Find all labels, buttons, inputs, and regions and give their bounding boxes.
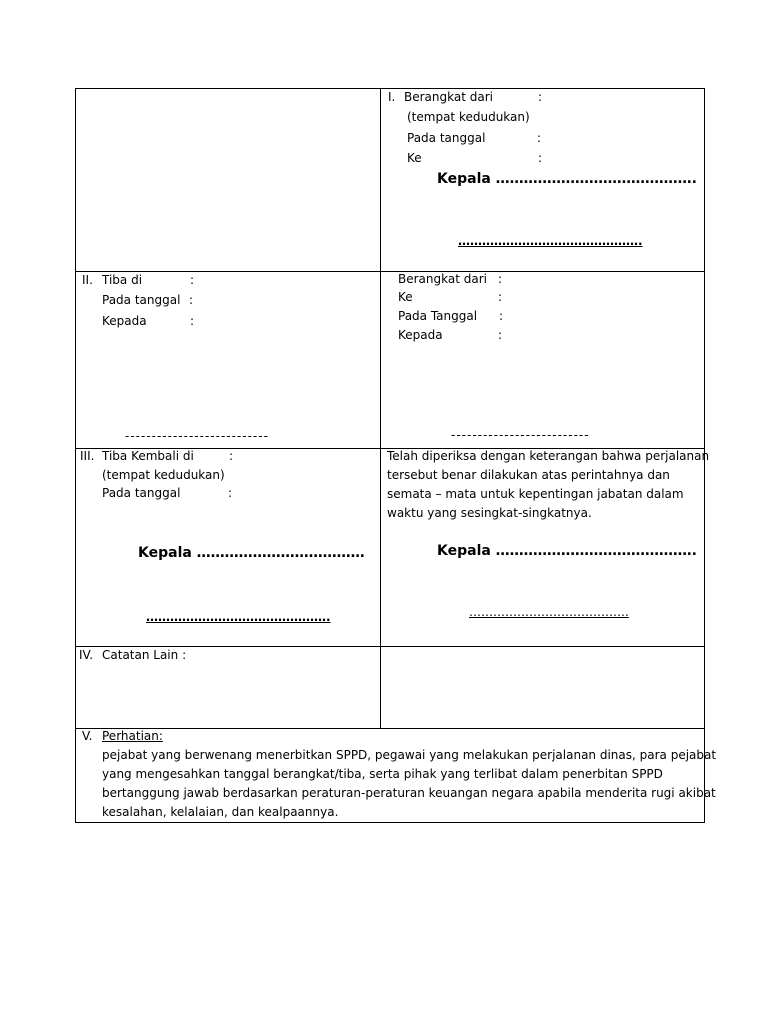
section-i-kepala-title: Kepala …………………………………….	[437, 171, 698, 187]
section-ii-kepada-label: Kepada	[102, 314, 147, 328]
section-i-ke-label: Ke	[407, 151, 422, 165]
section-i-colon-2: :	[537, 131, 542, 145]
row-divider-1	[76, 271, 704, 272]
section-i-pada-tanggal-label: Pada tanggal	[407, 131, 486, 145]
section-iii-left-signature-line: ……………………………………….	[146, 610, 331, 624]
section-ii-number: II.	[82, 273, 93, 287]
section-v-note-line-2: yang mengesahkan tanggal berangkat/tiba, serta pihak yang terlibat dalam penerbitan SPPD	[102, 767, 663, 781]
section-iii-statement-line-2: tersebut benar dilakukan atas perintahnya dan	[387, 468, 670, 482]
column-divider	[380, 89, 381, 728]
section-iii-right-kepala-title: Kepala …………………………………….	[437, 543, 698, 559]
section-iii-statement-line-1: Telah diperiksa dengan keterangan bahwa perjalanan	[387, 449, 710, 463]
section-ii-right-colon-4: :	[498, 328, 503, 342]
section-iii-number: III.	[80, 449, 95, 463]
section-v-note-line-4: kesalahan, kelalaian, dan kealpaannya.	[102, 805, 339, 819]
section-ii-right-kepada-label: Kepada	[398, 328, 443, 342]
section-i-tempat-kedudukan-label: (tempat kedudukan)	[407, 110, 530, 124]
section-ii-right-colon-1: :	[498, 272, 503, 286]
section-ii-pada-tanggal-label: Pada tanggal	[102, 293, 181, 307]
section-iii-tiba-kembali-label: Tiba Kembali di	[102, 449, 194, 463]
section-iii-tempat-kedudukan-label: (tempat kedudukan)	[102, 468, 225, 482]
section-i-colon-3: :	[538, 151, 543, 165]
section-ii-colon-2: :	[189, 293, 194, 307]
section-iv-number: IV.	[79, 648, 94, 662]
section-i-signature-line: ……………………………………….	[458, 234, 643, 248]
section-v-perhatian-heading: Perhatian:	[102, 729, 163, 743]
section-ii-right-colon-2: :	[498, 290, 503, 304]
section-iii-colon-1: :	[229, 449, 234, 463]
section-ii-colon-3: :	[190, 314, 195, 328]
section-i-number: I.	[388, 90, 396, 104]
row-divider-3	[76, 646, 704, 647]
section-i-colon-1: :	[538, 90, 543, 104]
section-ii-colon-1: :	[190, 273, 195, 287]
section-iii-right-signature-line: ………………………………….	[469, 605, 629, 619]
section-v-note-line-3: bertanggung jawab berdasarkan peraturan-peraturan keuangan negara apabila menderita rugi akibat	[102, 786, 716, 800]
section-iii-statement-line-3: semata – mata untuk kepentingan jabatan dalam	[387, 487, 684, 501]
section-v-note-line-1: pejabat yang berwenang menerbitkan SPPD, pegawai yang melakukan perjalanan dinas, para pejabat	[102, 748, 717, 762]
section-iv-catatan-lain-label: Catatan Lain :	[102, 648, 187, 662]
section-ii-right-colon-3: :	[499, 309, 504, 323]
section-iii-left-kepala-title: Kepala ………………………………	[138, 545, 365, 561]
section-i-berangkat-dari-label: Berangkat dari	[404, 90, 493, 104]
section-v-number: V.	[82, 729, 93, 743]
section-ii-left-signature-line: ---------------------------	[125, 429, 269, 443]
section-iii-pada-tanggal-label: Pada tanggal	[102, 486, 181, 500]
section-ii-right-berangkat-dari-label: Berangkat dari	[398, 272, 487, 286]
section-iii-colon-2: :	[228, 486, 233, 500]
section-ii-right-pada-tanggal-label: Pada Tanggal	[398, 309, 478, 323]
section-ii-right-ke-label: Ke	[398, 290, 413, 304]
section-ii-tiba-di-label: Tiba di	[102, 273, 143, 287]
row-divider-4	[76, 728, 704, 729]
section-iii-statement-line-4: waktu yang sesingkat-singkatnya.	[387, 506, 592, 520]
section-ii-right-signature-line: --------------------------	[451, 428, 590, 442]
